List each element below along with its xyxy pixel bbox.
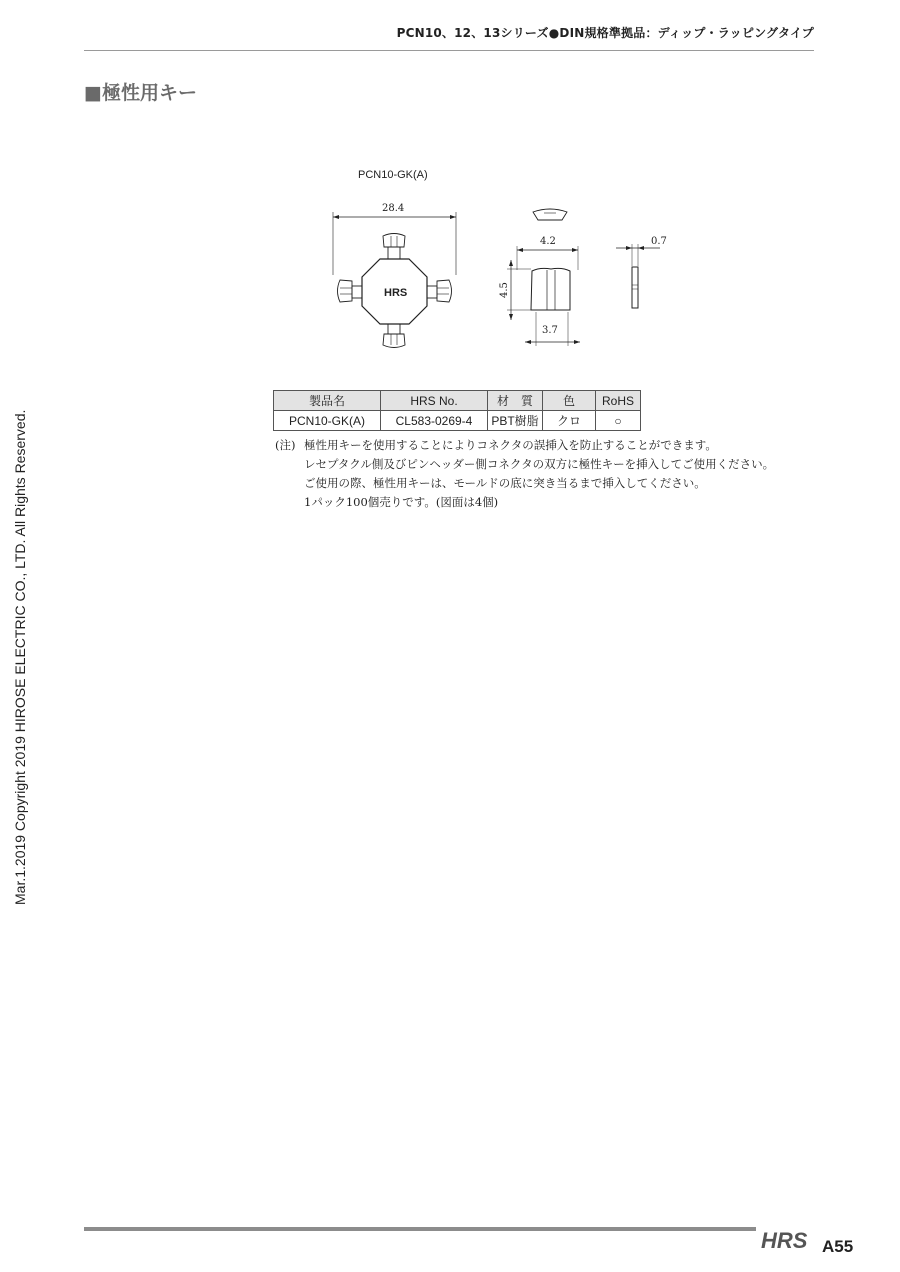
model-label: PCN10-GK(A) — [358, 169, 428, 181]
key-thickness-profile — [632, 267, 638, 308]
table-header-row — [274, 391, 641, 411]
cell-hrs-no: CL583-0269-4 — [381, 411, 488, 431]
page-number: A55 — [822, 1237, 854, 1256]
cell-color: クロ — [543, 411, 596, 431]
dim-overall-width: 28.4 — [382, 203, 405, 214]
note-text: 極性用キーを使用することによりコネクタの誤挿入を防止することができます。 — [304, 438, 717, 452]
col-header-product-name: 製品名 — [274, 391, 381, 411]
dim-key-bottom-width: 3.7 — [542, 325, 558, 336]
notes — [275, 436, 774, 512]
col-header-material: 材 質 — [488, 391, 543, 411]
section-title: ■極性用キー — [84, 82, 197, 104]
copyright-notice: Mar.1.2019 Copyright 2019 HIROSE ELECTRIC CO., LTD. All Rights Reserved. — [12, 409, 28, 905]
technical-drawing — [300, 160, 700, 360]
dim-key-height: 4.5 — [499, 282, 510, 298]
note-line: 1パック100個売りです。(図面は4個) — [304, 495, 499, 509]
note-line — [275, 436, 774, 455]
cell-rohs: ○ — [596, 411, 641, 431]
body-logo: HRS — [384, 287, 408, 299]
note-line: ご使用の際、極性用キーは、モールドの底に突き当るまで挿入してください。 — [304, 476, 706, 490]
col-header-rohs: RoHS — [596, 391, 641, 411]
key-side-profile — [531, 268, 570, 310]
dim-thickness: 0.7 — [651, 236, 667, 247]
table-row — [274, 411, 641, 431]
header-divider — [84, 50, 814, 51]
footer-bar — [84, 1227, 756, 1231]
col-header-color: 色 — [543, 391, 596, 411]
cell-product-name: PCN10-GK(A) — [274, 411, 381, 431]
note-mark: (注) — [275, 438, 296, 452]
series-header: PCN10、12、13シリーズ●DIN規格準拠品：ディップ・ラッピングタイプ — [396, 26, 814, 40]
note-line: レセプタクル側及びピンヘッダー側コネクタの双方に極性キーを挿入してご使用ください。 — [304, 457, 775, 471]
dim-key-width: 4.2 — [540, 236, 556, 247]
hrs-logo-text: HRS — [761, 1228, 808, 1253]
spec-table — [273, 390, 641, 431]
col-header-hrs-no: HRS No. — [381, 391, 488, 411]
hrs-logo — [760, 1226, 816, 1254]
cell-material: PBT樹脂 — [488, 411, 543, 431]
